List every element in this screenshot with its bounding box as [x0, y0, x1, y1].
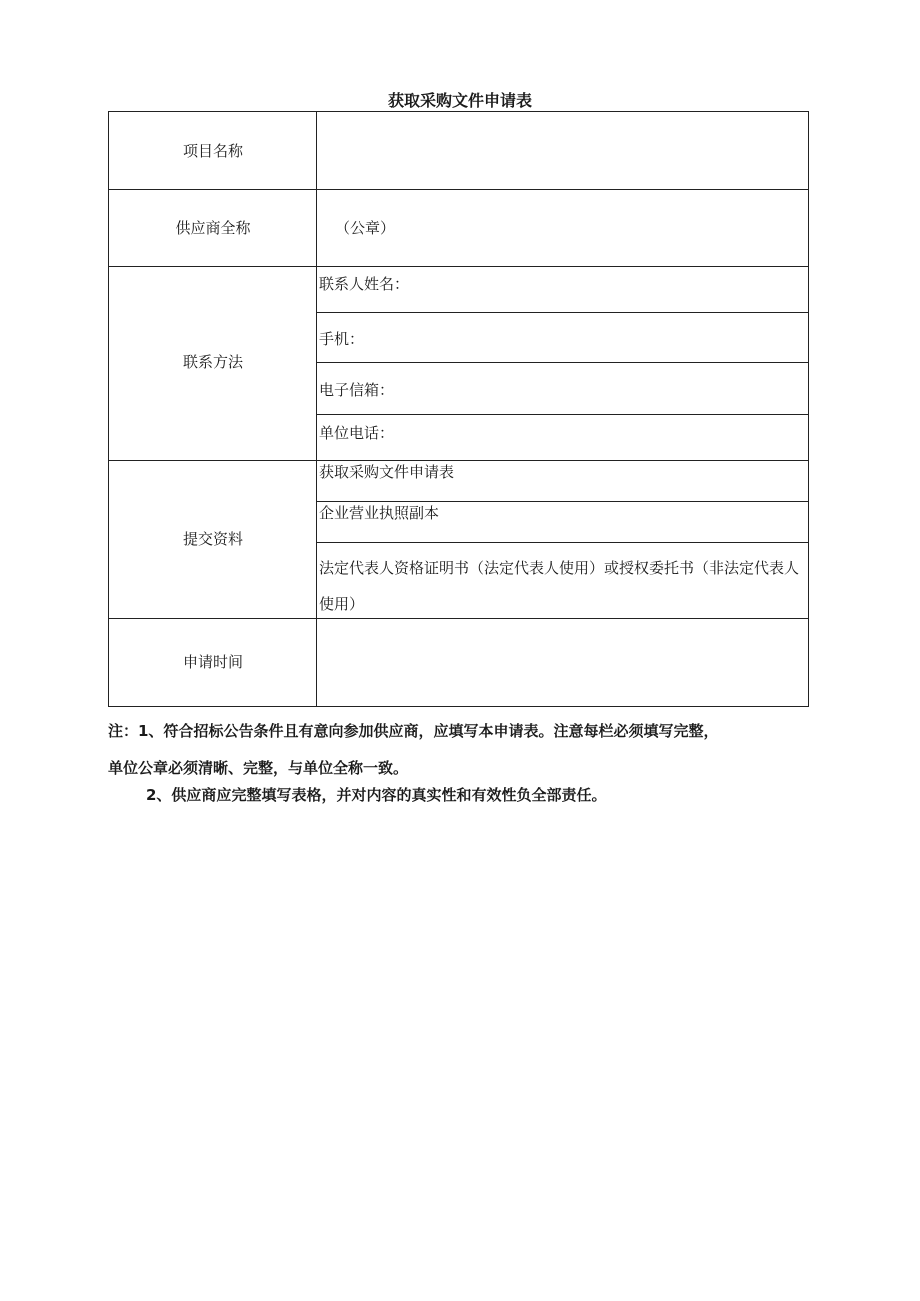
note-line-1: 注：1、符合招标公告条件且有意向参加供应商，应填写本申请表。注意每栏必须填写完整， — [108, 722, 719, 740]
subrow-divider — [317, 501, 808, 502]
submit-item: 法定代表人资格证明书（法定代表人使用）或授权委托书（非法定代表人使用） — [319, 559, 800, 613]
contact-person-field[interactable]: 联系人姓名： — [319, 275, 410, 293]
work-phone-field[interactable]: 单位电话： — [319, 424, 395, 442]
subrow-divider — [317, 312, 808, 313]
form-title: 获取采购文件申请表 — [387, 91, 532, 110]
email-field[interactable]: 电子信箱： — [319, 381, 395, 399]
application-time-field[interactable] — [319, 652, 799, 672]
supplier-name-label: 供应商全称 — [175, 219, 251, 237]
submit-item: 企业营业执照副本 — [319, 504, 440, 522]
project-name-field[interactable] — [319, 141, 799, 161]
submit-item: 获取采购文件申请表 — [319, 463, 455, 481]
mobile-field[interactable]: 手机： — [319, 330, 365, 348]
application-time-label: 申请时间 — [182, 653, 243, 671]
application-form-table — [108, 111, 809, 707]
row-divider — [109, 189, 808, 190]
row-divider — [109, 460, 808, 461]
contact-method-label: 联系方法 — [182, 353, 243, 371]
supplier-seal-field[interactable]: （公章） — [335, 219, 396, 237]
note-line-3: 2、供应商应完整填写表格，并对内容的真实性和有效性负全部责任。 — [146, 786, 607, 804]
column-divider — [316, 112, 317, 706]
note-line-2: 单位公章必须清晰、完整，与单位全称一致。 — [108, 759, 409, 777]
subrow-divider — [317, 414, 808, 415]
subrow-divider — [317, 542, 808, 543]
project-name-label: 项目名称 — [182, 142, 243, 160]
subrow-divider — [317, 362, 808, 363]
submit-materials-label: 提交资料 — [182, 530, 243, 548]
row-divider — [109, 266, 808, 267]
